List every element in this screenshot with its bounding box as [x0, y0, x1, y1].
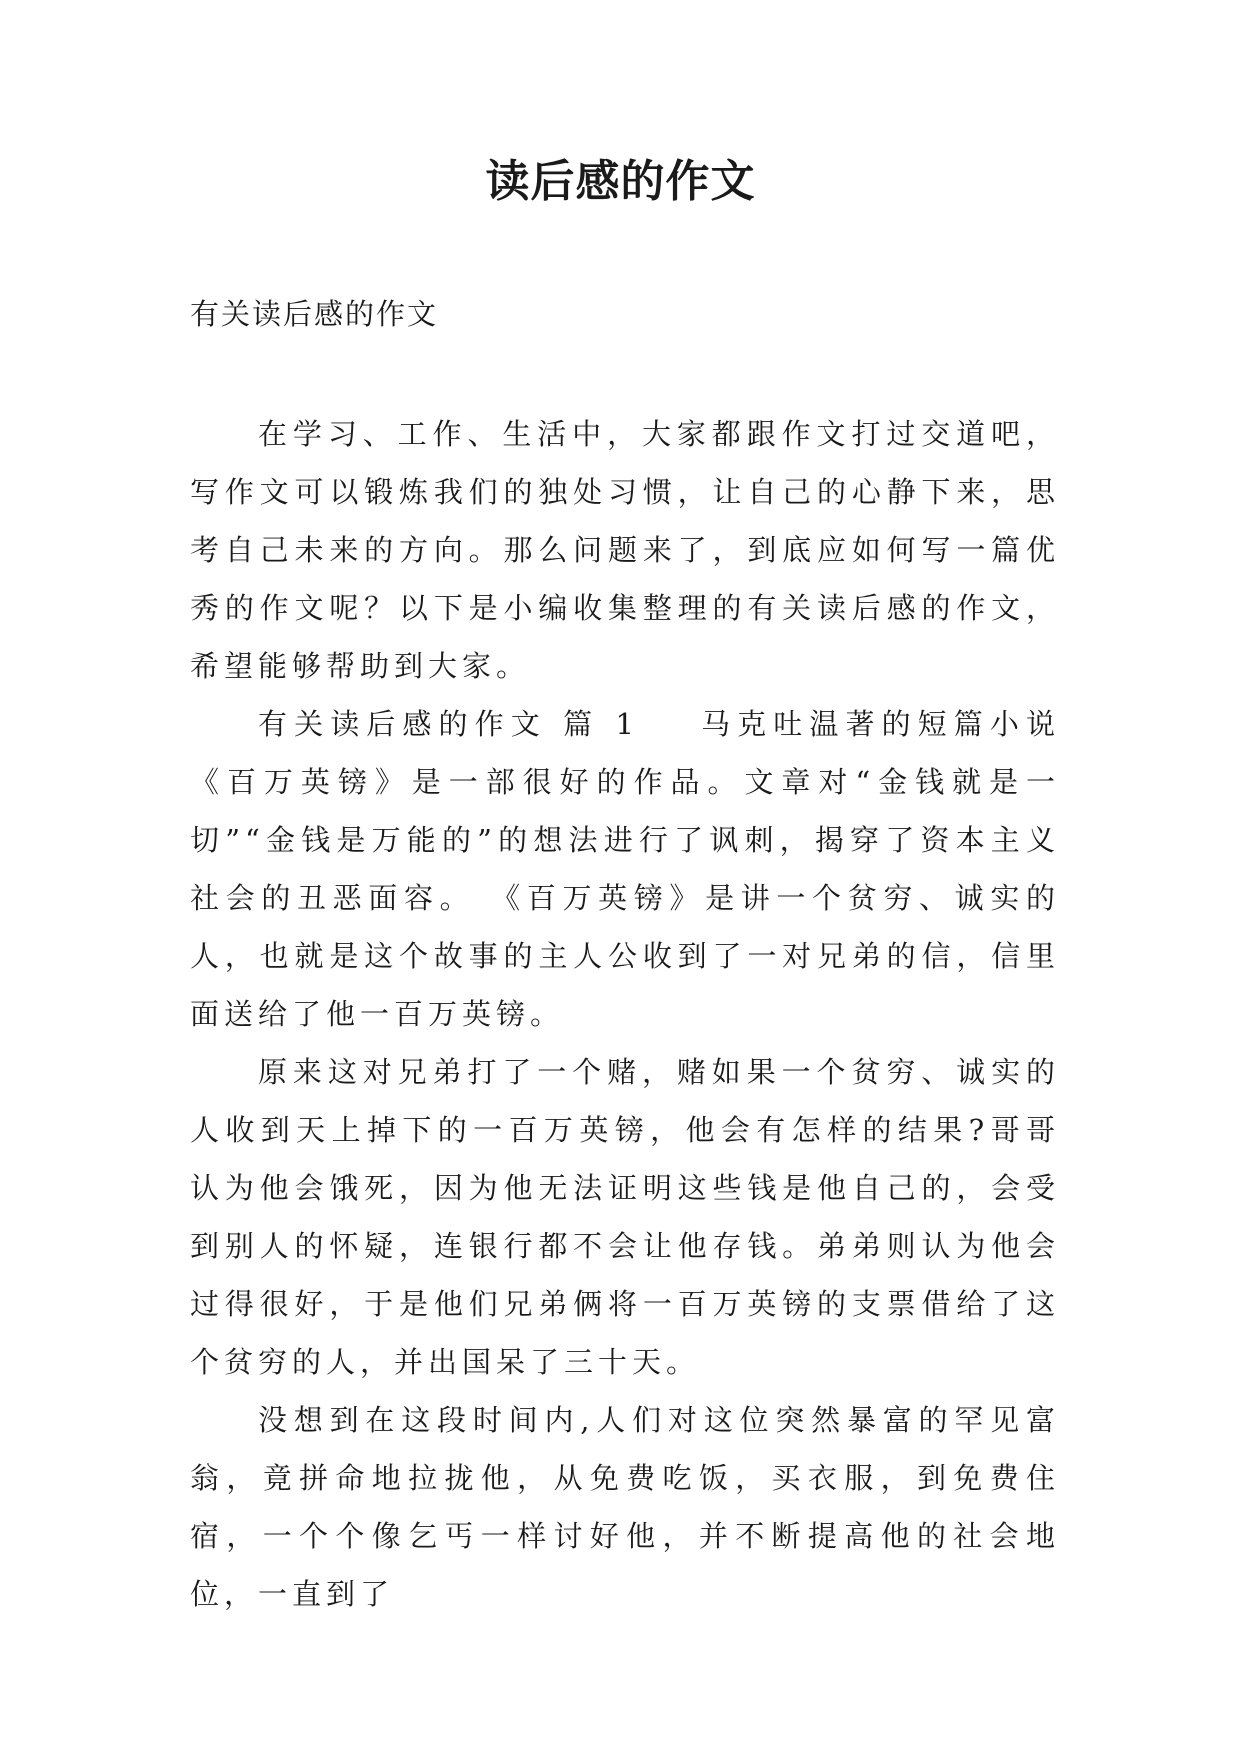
- document-body: [190, 405, 1060, 1623]
- rich-paragraph: 没想到在这段时间内,人们对这位突然暴富的罕见富翁，竟拼命地拉拢他，从免费吃饭，买衣服，到免费住宿，一个个像乞丐一样讨好他，并不断提高他的社会地位，一直到了: [190, 1403, 1060, 1611]
- document-title: 读后感的作文: [485, 156, 756, 207]
- intro-paragraph: 在学习、工作、生活中，大家都跟作文打过交道吧，写作文可以锻炼我们的独处习惯，让自己的心静下来，思考自己未来的方向。那么问题来了，到底应如何写一篇优秀的作文呢？以下是小编收集整理的有关读后感的作文，希望能够帮助到大家。: [190, 417, 1060, 683]
- section-1-paragraph: [190, 695, 1060, 1043]
- section-1-text: 马克吐温著的短篇小说《百万英镑》是一部很好的作品。文章对“金钱就是一切”“金钱是万能的”的想法进行了讽刺，揭穿了资本主义社会的丑恶面容。 《百万英镑》是讲一个贫穷、诚实的人，也就是这个故事的主人公收到了一对兄弟的信，信里面送给了他一百万英镑。: [190, 707, 1060, 1031]
- bet-paragraph: 原来这对兄弟打了一个赌，赌如果一个贫穷、诚实的人收到天上掉下的一百万英镑，他会有怎样的结果?哥哥认为他会饿死，因为他无法证明这些钱是他自己的，会受到别人的怀疑，连银行都不会让他存钱。弟弟则认为他会过得很好，于是他们兄弟俩将一百万英镑的支票借给了这个贫穷的人，并出国呆了三十天。: [190, 1055, 1060, 1379]
- section-1-heading: 有关读后感的作文 篇 1: [258, 707, 639, 741]
- document-subtitle: 有关读后感的作文: [190, 297, 439, 331]
